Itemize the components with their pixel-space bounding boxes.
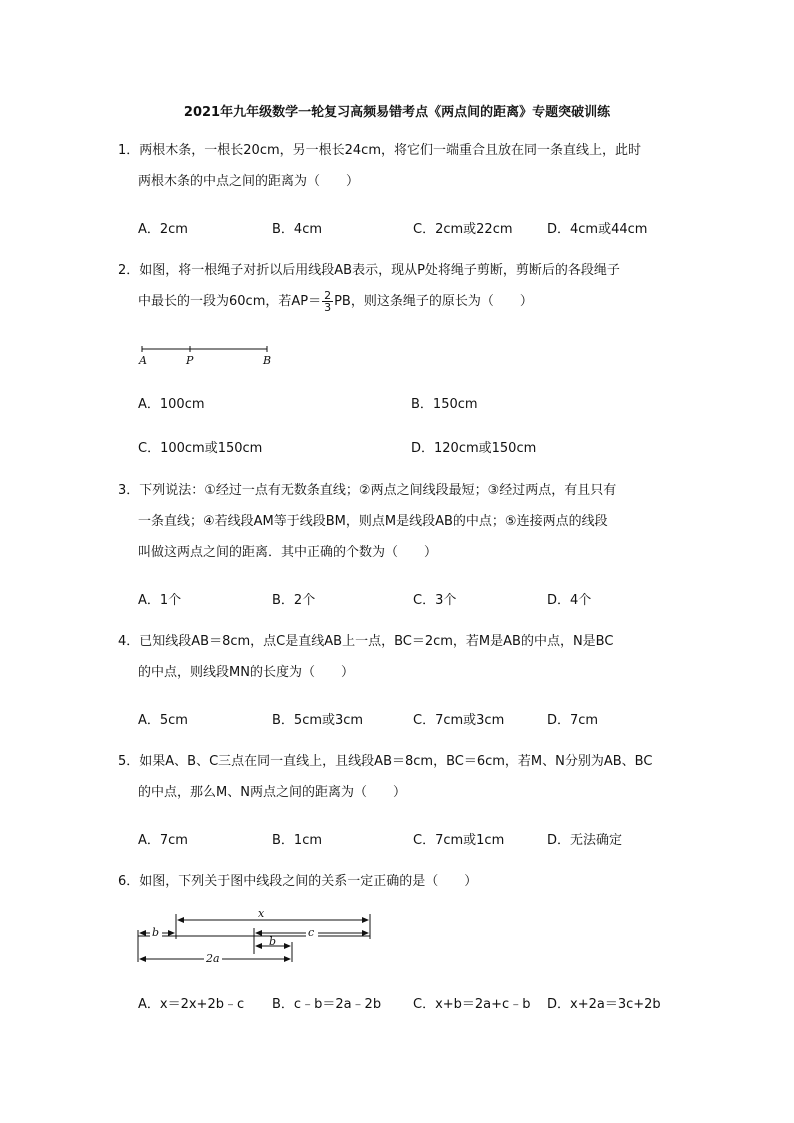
question-text: 的中点，则线段MN的长度为（ ）: [138, 665, 354, 680]
option-d[interactable]: D．4cm或44cm: [547, 222, 648, 237]
question-text: 2．如图，将一根绳子对折以后用线段AB表示，现从P处将绳子剪断，剪断后的各段绳子: [118, 263, 620, 278]
option-c[interactable]: C．2cm或22cm: [413, 222, 513, 237]
option-c[interactable]: C．100cm或150cm: [138, 441, 263, 456]
option-b[interactable]: B．2个: [272, 593, 316, 608]
option-b[interactable]: B．c﹣b＝2a﹣2b: [272, 997, 382, 1012]
label-x: x: [258, 907, 265, 920]
option-b[interactable]: B．4cm: [272, 222, 323, 237]
option-d[interactable]: D．x+2a＝3c+2b: [547, 997, 661, 1012]
segment-relation-figure: [134, 906, 384, 968]
question-text: 中最长的一段为60cm，若AP＝ $\frac{2}{3}$ PB，则这条绳子的原长为（ ）: [138, 289, 533, 314]
option-b[interactable]: B．150cm: [411, 397, 478, 412]
page-title: 2021年九年级数学一轮复习高频易错考点《两点间的距离》专题突破训练: [183, 105, 611, 120]
question-text: 3．下列说法：①经过一点有无数条直线；②两点之间线段最短；③经过两点，有且只有: [118, 483, 617, 498]
question-text: 6．如图，下列关于图中线段之间的关系一定正确的是（ ）: [118, 874, 478, 889]
question-text: 1．两根木条，一根长20cm，另一根长24cm，将它们一端重合且放在同一条直线上，此时: [118, 143, 641, 158]
point-label-b: B: [263, 354, 272, 367]
question-5: [118, 746, 680, 808]
question-text: 的中点，那么M、N两点之间的距离为（ ）: [138, 785, 406, 800]
fraction: $\frac{2}{3}$: [324, 289, 332, 314]
question-4: [118, 626, 680, 688]
option-a[interactable]: A．x＝2x+2b﹣c: [138, 997, 245, 1012]
option-b[interactable]: B．5cm或3cm: [272, 713, 364, 728]
option-d[interactable]: D．7cm: [547, 713, 599, 728]
option-c[interactable]: C．7cm或3cm: [413, 713, 505, 728]
point-label-a: A: [139, 354, 147, 367]
option-c[interactable]: C．3个: [413, 593, 457, 608]
option-b[interactable]: B．1cm: [272, 833, 323, 848]
point-label-p: P: [186, 354, 194, 367]
question-1: [118, 135, 680, 197]
segment-ab-figure: [134, 340, 284, 370]
option-c[interactable]: C．x+b＝2a+c﹣b: [413, 997, 531, 1012]
question-2: [118, 255, 680, 317]
option-a[interactable]: A．5cm: [138, 713, 188, 728]
option-a[interactable]: A．7cm: [138, 833, 188, 848]
option-c[interactable]: C．7cm或1cm: [413, 833, 505, 848]
question-text: 两根木条的中点之间的距离为（ ）: [138, 174, 360, 189]
label-b-left: b: [152, 926, 160, 939]
option-d[interactable]: D．无法确定: [547, 833, 623, 848]
option-a[interactable]: A．1个: [138, 593, 182, 608]
option-d[interactable]: D．120cm或150cm: [411, 441, 537, 456]
option-a[interactable]: A．100cm: [138, 397, 205, 412]
question-3: [118, 475, 680, 568]
question-6: [118, 866, 680, 897]
label-c: c: [308, 926, 315, 939]
label-2a: 2a: [206, 952, 220, 965]
question-text: 5．如果A、B、C三点在同一直线上，且线段AB＝8cm，BC＝6cm，若M、N分别为AB、BC: [118, 754, 653, 769]
option-a[interactable]: A．2cm: [138, 222, 188, 237]
question-text: 叫做这两点之间的距离．其中正确的个数为（ ）: [138, 545, 438, 560]
option-d[interactable]: D．4个: [547, 593, 592, 608]
label-b-inner: b: [269, 935, 277, 948]
question-text: 一条直线；④若线段AM等于线段BM，则点M是线段AB的中点；⑤连接两点的线段: [138, 514, 608, 529]
question-text: 4．已知线段AB＝8cm，点C是直线AB上一点，BC＝2cm，若M是AB的中点，N是BC: [118, 634, 614, 649]
